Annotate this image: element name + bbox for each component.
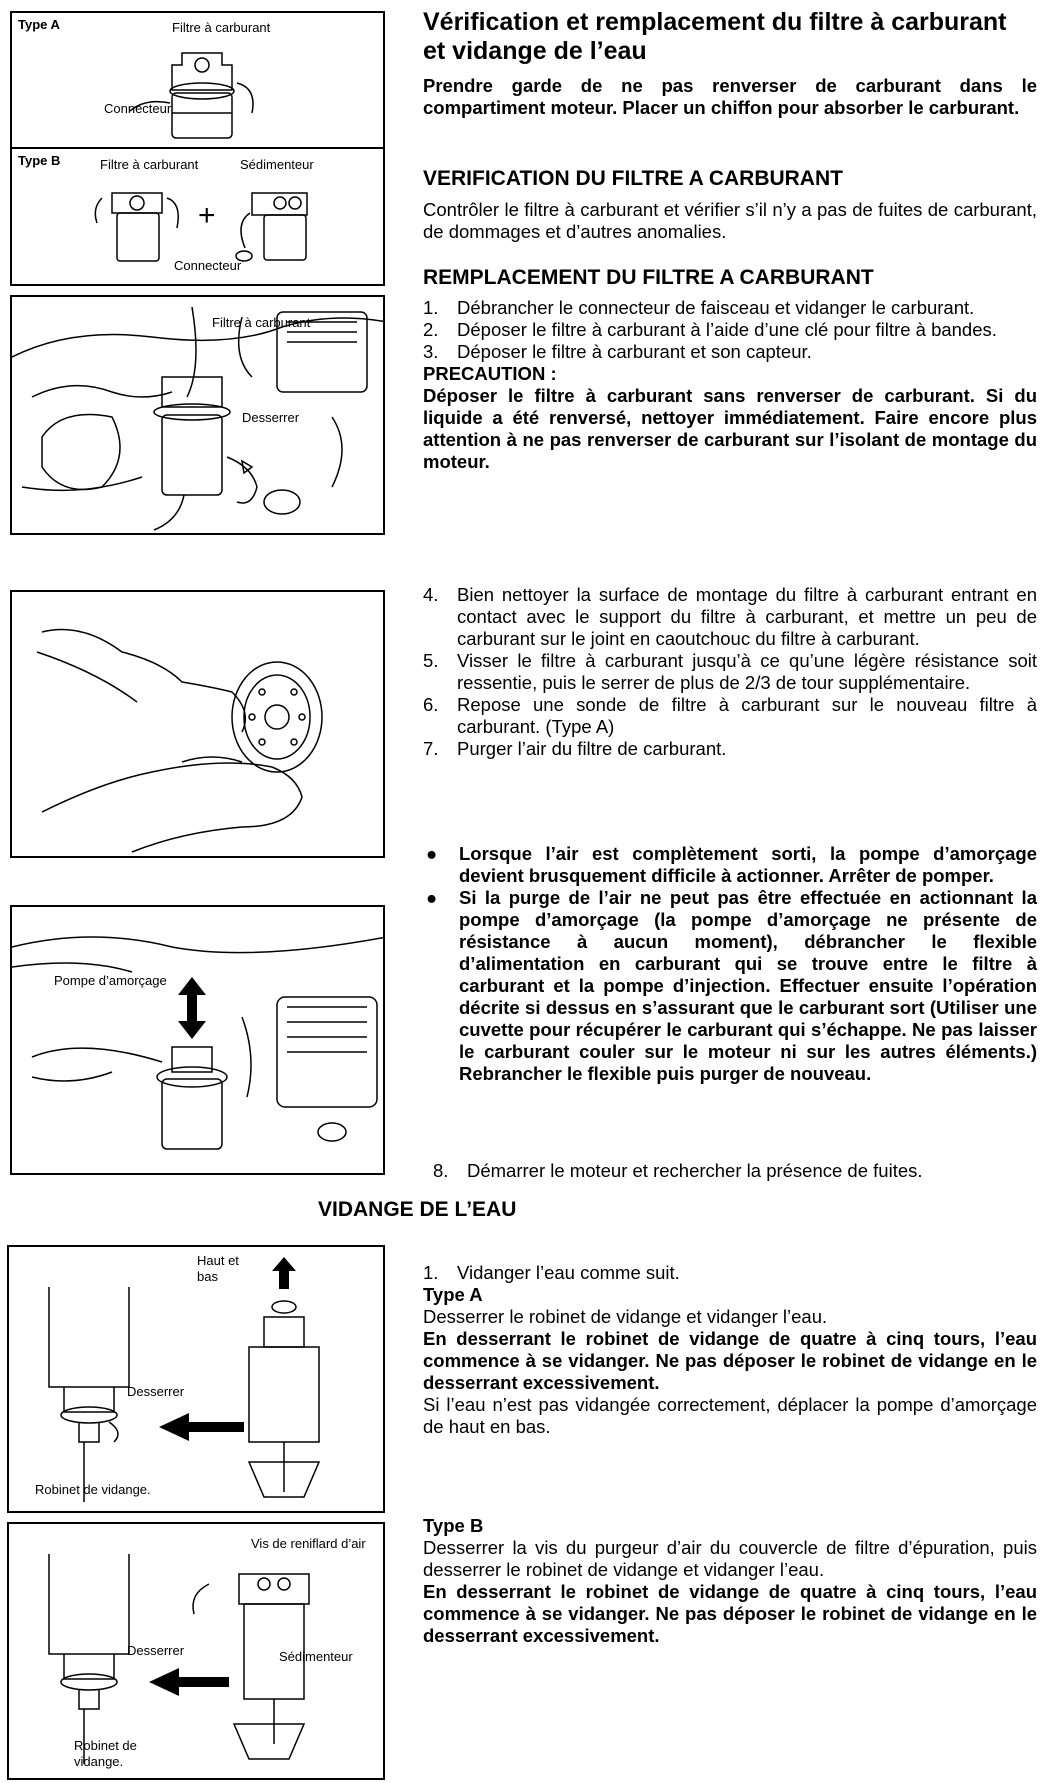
loosen-label: Desserrer [127,1643,185,1658]
drain-cock-label: vidange. [74,1754,124,1769]
page-title: Vérification et remplacement du filtre à carburant et vidange de l’eau [423,8,1007,65]
drain-heading: VIDANGE DE L’EAU [318,1198,517,1221]
step-8 [433,1160,1047,1182]
type-b-text: Desserrer la vis du purgeur d’air du couvercle de filtre d’épuration, puis desserrer le robinet de vidange et vidanger l’eau. [423,1537,1037,1580]
list-item: 1. Vidanger l’eau comme suit. [423,1262,680,1283]
figure-engine-fuel-filter [10,295,385,535]
purge-notes [423,843,1037,1085]
list-item: 6. Repose une sonde de filtre à carburant sur le nouveau filtre à carburant. (Type A) [423,694,1037,737]
list-item: 2. Déposer le filtre à carburant à l’aide d’une clé pour filtre à bandes. [423,319,997,340]
engine-bay-illustration [12,297,385,535]
precaution-label: PRECAUTION : [423,363,557,384]
type-b-heading: Type B [423,1515,484,1536]
list-item: 3. Déposer le filtre à carburant et son capteur. [423,341,812,362]
plus-sign: + [198,199,216,232]
type-a-text: Desserrer le robinet de vidange et vidanger l’eau. [423,1306,828,1327]
fuel-filter-label: Filtre à carburant [212,315,311,330]
up-down-label: Haut et [197,1253,239,1268]
bullet-item: ● Lorsque l’air est complètement sorti, la pompe d’amorçage devient brusquement difficile à actionner. Arrêter de pomper. [426,843,1037,886]
filter-types-illustration [12,13,385,286]
sedimenter-label: Sédimenteur [279,1649,353,1664]
type-a-note: Si l’eau n’est pas vidangée correctement, déplacer la pompe d’amorçage de haut en bas. [423,1394,1037,1437]
up-down-label: bas [197,1269,218,1284]
fuel-filter-label: Filtre à carburant [100,157,199,172]
replace-steps [423,297,1037,473]
check-heading: VERIFICATION DU FILTRE A CARBURANT [423,167,843,190]
sedimenter-label: Sédimenteur [240,157,314,172]
list-item: 1. Débrancher le connecteur de faisceau et vidanger le carburant. [423,297,975,318]
drain-type-b-text [423,1515,1037,1647]
connector-label: Connecteur [174,258,242,273]
bullet-item: ● Si la purge de l’air ne peut pas être effectuée en actionnant la pompe d’amorçage (la pompe d’amorçage ne présente de résistance à aucun moment), débrancher le flexible d’alimentation en carburant qui se trouve entre le filtre à carburant et la pompe d’injection. Effectuer ensuite l’opération décrite si dessus en s’assurant que le carburant sort (Utiliser une cuvette pour récupérer le carburant qui s’échappe. Ne pas laisser le carburant couler sur le moteur ni sur les autres éléments.) Rebrancher le flexible puis purger de nouveau. [426,887,1037,1084]
priming-pump-label: Pompe d’amorçage [54,973,167,988]
list-item: 8. Démarrer le moteur et rechercher la présence de fuites. [433,1160,923,1181]
priming-pump-illustration [12,907,385,1175]
hands-filter-illustration [12,592,385,858]
list-item: 4. Bien nettoyer la surface de montage du filtre à carburant entrant en contact avec le support du filtre à carburant, et mettre un peu de carburant sur le joint en caoutchouc du filtre à carburant. [423,584,1037,649]
type-a-warning: En desserrant le robinet de vidange de quatre à cinq tours, l’eau commence à se vidanger. Ne pas déposer le robinet de vidange en le desserrant excessivement. [423,1328,1037,1393]
type-a-heading: Type A [423,1284,483,1305]
replace-heading: REMPLACEMENT DU FILTRE A CARBURANT [423,266,874,289]
drain-type-a-illustration [9,1247,385,1513]
connector-label: Connecteur [104,101,172,116]
figure-drain-type-a [7,1245,385,1513]
list-item: 7. Purger l’air du filtre de carburant. [423,738,727,759]
check-text: Contrôler le filtre à carburant et vérifier s’il n’y a pas de fuites de carburant, de dommages et d’autres anomalies. [423,199,1037,242]
precaution-text: Déposer le filtre à carburant sans renverser de carburant. Si du liquide a été renversé, nettoyer immédiatement. Faire encore plus attention à ne pas renverser de carburant sur l’isolant de montage du moteur. [423,385,1037,472]
drain-cock-label: Robinet de vidange. [35,1482,151,1497]
figure-install-filter [10,590,385,858]
type-b-label: Type B [18,153,61,168]
install-steps [423,584,1037,760]
loosen-label: Desserrer [127,1384,185,1399]
type-a-label: Type A [18,17,60,32]
breather-screw-label: Vis de reniflard d’air [251,1536,366,1551]
loosen-label: Desserrer [242,410,300,425]
figure-filter-types [10,11,385,286]
drain-type-a-text [423,1262,1037,1438]
list-item: 5. Visser le filtre à carburant jusqu’à ce qu’une légère résistance soit ressentie, puis le serrer de plus de 2/3 de tour supplémentaire. [423,650,1037,693]
drain-cock-label: Robinet de [74,1738,137,1753]
type-b-warning: En desserrant le robinet de vidange de quatre à cinq tours, l’eau commence à se vidanger. Ne pas déposer le robinet de vidange en le desserrant excessivement. [423,1581,1037,1646]
fuel-filter-label: Filtre à carburant [172,20,271,35]
intro-warning: Prendre garde de ne pas renverser de carburant dans le compartiment moteur. Placer un chiffon pour absorber le carburant. [423,75,1037,118]
figure-priming-pump [10,905,385,1175]
figure-drain-type-b [7,1522,385,1780]
